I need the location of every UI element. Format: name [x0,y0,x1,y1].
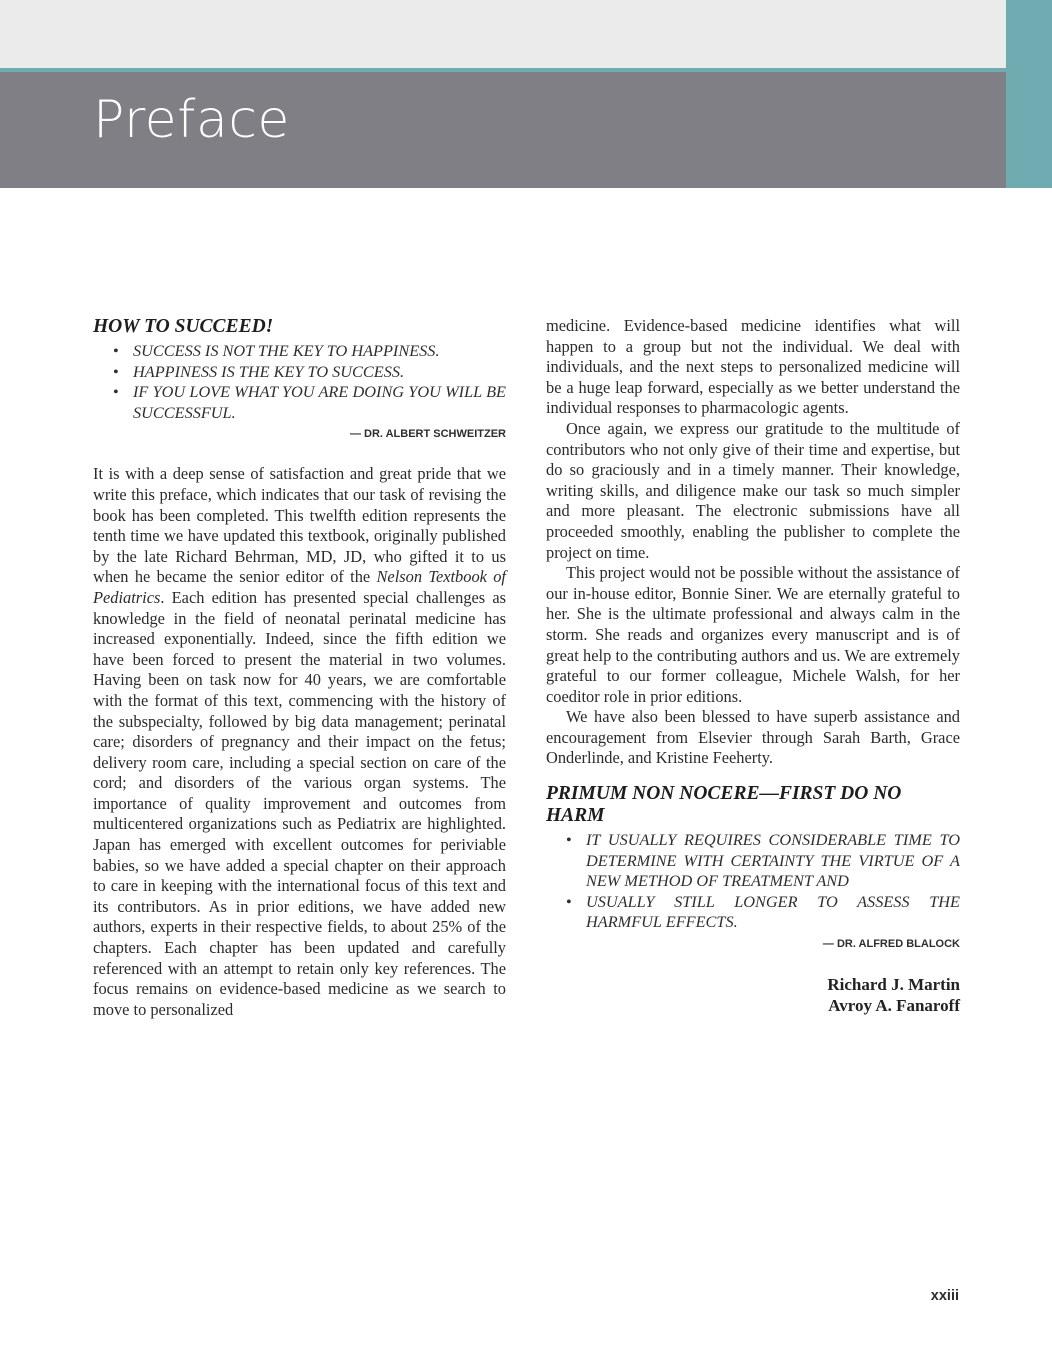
author-signatures [546,974,960,1016]
body-paragraph: Once again, we express our gratitude to the multitude of contributors who not only give of their time and expertise, but do so graciously and in a timely manner. Their knowledge, writing skills, and diligence make our task so much simpler and more pleasant. The electronic submissions have all proceeded smoothly, enabling the publisher to complete the project on time. [546,418,960,562]
body-paragraph: We have also been blessed to have superb assistance and encouragement from Elsevier through Sarah Barth, Grace Onderlinde, and Kristine Feeherty. [546,707,960,768]
chapter-tab [1006,0,1052,188]
author-name: Richard J. Martin [827,975,960,995]
epigraph-item: • USUALLY STILL LONGER TO ASSESS THE HARMFUL EFFECTS. [566,892,960,933]
epigraph-attribution: — DR. ALFRED BLALOCK [822,938,960,951]
epigraph-heading: HOW TO SUCCEED! [93,316,274,337]
epigraph-item: • IF YOU LOVE WHAT YOU ARE DOING YOU WILL BE SUCCESSFUL. [113,382,506,423]
author-name: Avroy A. Fanaroff [828,996,960,1016]
body-paragraph [93,464,506,1020]
epigraph-item: • HAPPINESS IS THE KEY TO SUCCESS. [113,362,506,383]
body-paragraph: This project would not be possible without the assistance of our in-house editor, Bonnie Siner. We are eternally grateful to her. She is the ultimate professional and always calm in the storm. She reads and organizes every manuscript and is of great help to the contributing authors and us. We are extremely grateful to our former colleague, Michele Walsh, for her coeditor role in prior editions. [546,563,960,706]
epigraph-attribution: — DR. ALBERT SCHWEITZER [349,428,506,441]
body-text: . Each edition has presented special challenges as knowledge in the field of neonatal perinatal medicine has increased exponentially. Indeed, since the fifth edition we have been forced to present the material in two volumes. Having been on task now for 40 years, we are comfortable with the format of this text, commencing with the history of the subspecialty, followed by big data management; perinatal care; disorders of pregnancy and their impact on the fetus; delivery room care, including a special section on care of the cord; and disorders of the various organ systems. The importance of quality improvement and outcomes from multicentered organizations such as Pediatrix are highlighted. Japan has emerged with excellent outcomes for periviable babies, so we have added a special chapter on their approach to care in keeping with the international focus of this text and its contributors. As in prior editions, we have added new authors, experts in their respective fields, to about 25% of the chapters. Each chapter has been updated and carefully referenced with an attempt to retain only key references. The focus remains on evidence-based medicine as we search to move to personalized [93,587,506,1019]
page-number: xxiii [930,1288,959,1304]
epigraph-list [93,341,506,423]
body-paragraph: medicine. Evidence-based medicine identifies what will happen to a group but not the individual. We deal with individuals, and the next steps to personalized medicine will be a huge leap forward, especially as we better understand the individual responses to pharmacologic agents. [546,316,960,418]
epigraph-list [546,830,960,933]
body-text: It is with a deep sense of satisfaction and great pride that we write this preface, which indicates that our task of revising the book has been completed. This twelfth edition represents the tenth time we have updated this textbook, originally published by the late Richard Behrman, MD, JD, who gifted it to us when he became the senior editor of the [93,464,506,587]
epigraph-item: • IT USUALLY REQUIRES CONSIDERABLE TIME TO DETERMINE WITH CERTAINTY THE VIRTUE OF A NEW METHOD OF TREATMENT AND [566,830,960,892]
right-column [546,316,960,1016]
left-column [93,316,506,1020]
page-title: Preface [93,90,290,150]
epigraph-heading: PRIMUM NON NOCERE—FIRST DO NO HARM [546,783,902,827]
top-band [0,0,1006,68]
book-title: Nelson Textbook of Pediatrics [93,567,506,607]
epigraph-item: • SUCCESS IS NOT THE KEY TO HAPPINESS. [113,341,506,362]
